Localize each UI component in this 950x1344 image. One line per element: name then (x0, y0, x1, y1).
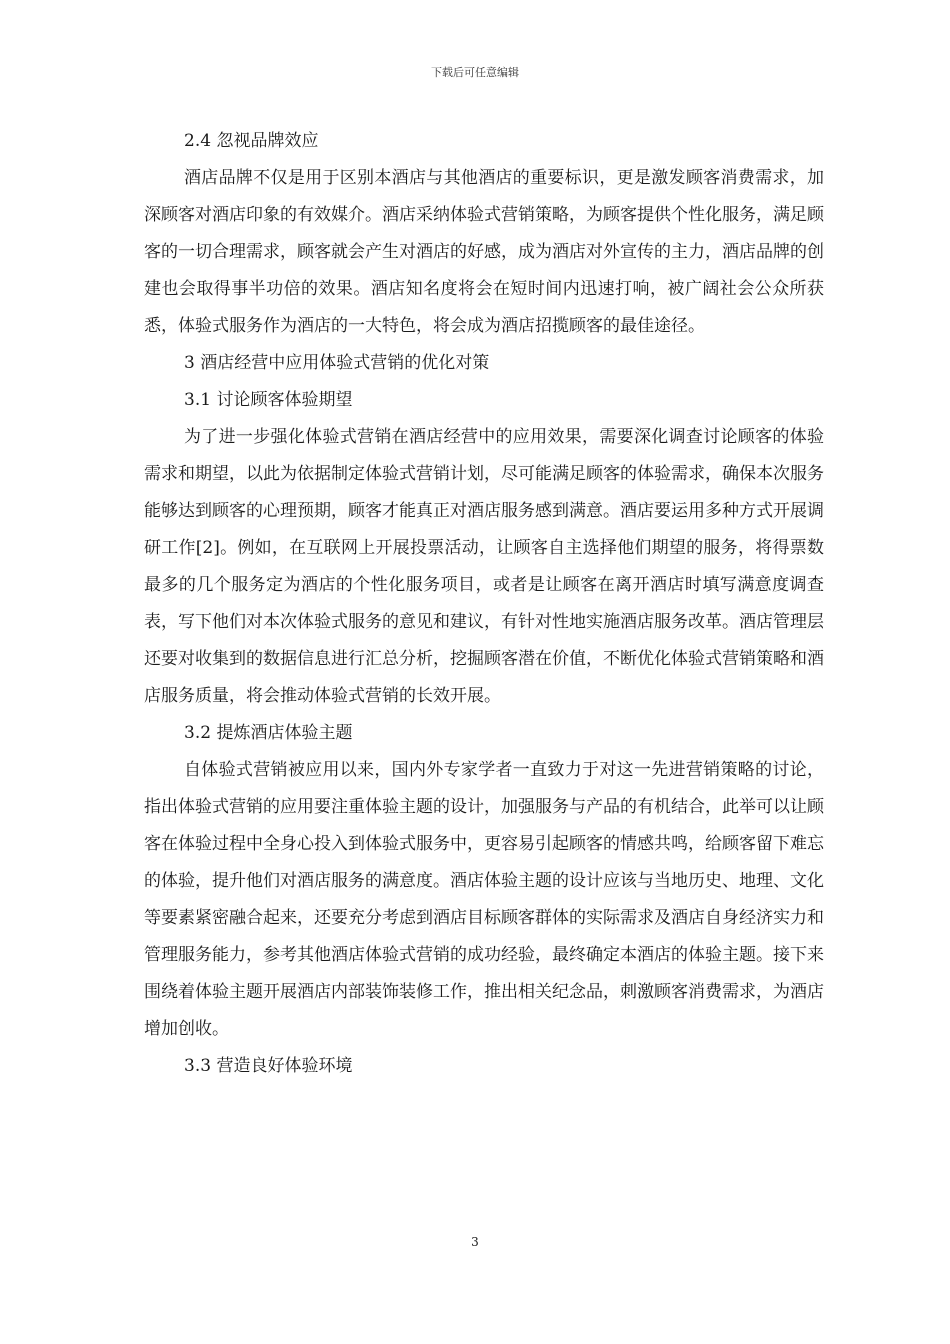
section-heading-3-2: 3.2 提炼酒店体验主题 (184, 723, 353, 743)
section-heading-3-3: 3.3 营造良好体验环境 (184, 1056, 353, 1076)
paragraph-2-4: 酒店品牌不仅是用于区别本酒店与其他酒店的重要标识，更是激发顾客消费需求，加深顾客对酒店印象的有效媒介。酒店采纳体验式营销策略，为顾客提供个性化服务，满足顾客的一切合理需求，顾客就会产生对酒店的好感，成为酒店对外宣传的主力，酒店品牌的创建也会取得事半功倍的效果。酒店知名度将会在短时间内迅速打响，被广阔社会公众所获悉，体验式服务作为酒店的一大特色，将会成为酒店招揽顾客的最佳途径。 (144, 168, 824, 336)
page-number: 3 (471, 1235, 479, 1249)
section-heading-3-1: 3.1 讨论顾客体验期望 (184, 390, 353, 410)
section-heading-3: 3 酒店经营中应用体验式营销的优化对策 (184, 353, 490, 373)
paragraph-3-1: 为了进一步强化体验式营销在酒店经营中的应用效果，需要深化调查讨论顾客的体验需求和期望，以此为依据制定体验式营销计划，尽可能满足顾客的体验需求，确保本次服务能够达到顾客的心理预期，顾客才能真正对酒店服务感到满意。酒店要运用多种方式开展调研工作[2]。例如，在互联网上开展投票活动，让顾客自主选择他们期望的服务，将得票数最多的几个服务定为酒店的个性化服务项目，或者是让顾客在离开酒店时填写满意度调查表，写下他们对本次体验式服务的意见和建议，有针对性地实施酒店服务改革。酒店管理层还要对收集到的数据信息进行汇总分析，挖掘顾客潜在价值，不断优化体验式营销策略和酒店服务质量，将会推动体验式营销的长效开展。 (144, 427, 824, 706)
paragraph-3-2: 自体验式营销被应用以来，国内外专家学者一直致力于对这一先进营销策略的讨论，指出体验式营销的应用要注重体验主题的设计，加强服务与产品的有机结合，此举可以让顾客在体验过程中全身心投入到体验式服务中，更容易引起顾客的情感共鸣，给顾客留下难忘的体验，提升他们对酒店服务的满意度。酒店体验主题的设计应该与当地历史、地理、文化等要素紧密融合起来，还要充分考虑到酒店目标顾客群体的实际需求及酒店自身经济实力和管理服务能力，参考其他酒店体验式营销的成功经验，最终确定本酒店的体验主题。接下来围绕着体验主题开展酒店内部装饰装修工作，推出相关纪念品，刺激顾客消费需求，为酒店增加创收。 (144, 760, 824, 1039)
page-header: 下载后可任意编辑 (431, 66, 519, 79)
section-heading-2-4: 2.4 忽视品牌效应 (184, 131, 319, 151)
document-body (144, 123, 824, 1085)
